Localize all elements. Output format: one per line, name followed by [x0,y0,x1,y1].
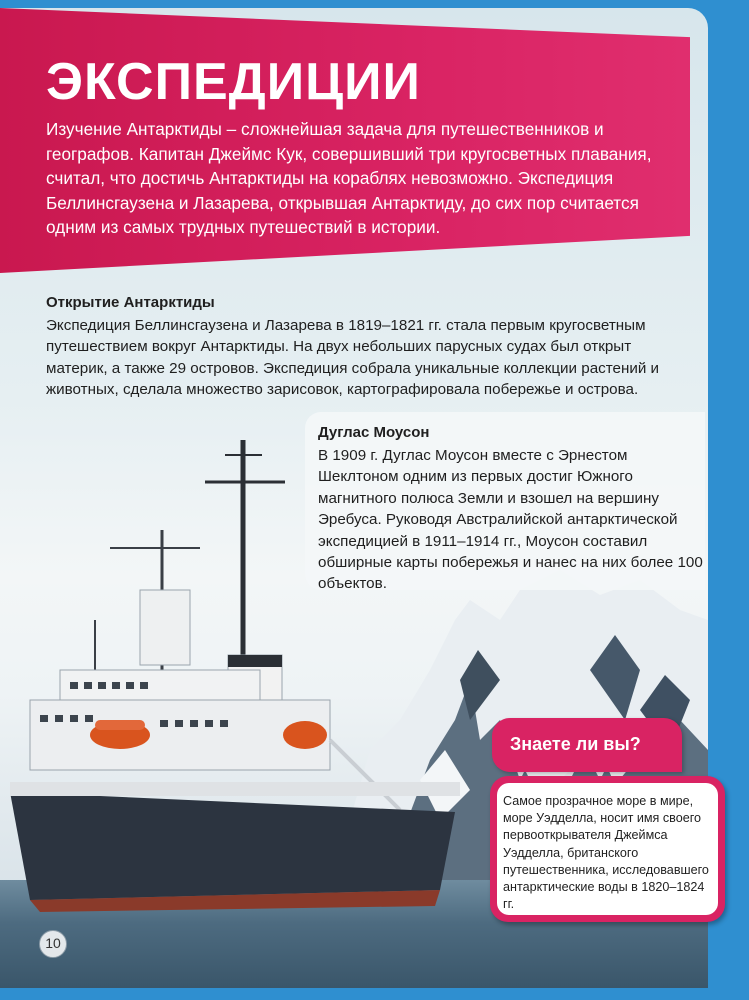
page-title: ЭКСПЕДИЦИИ [46,53,421,111]
discovery-body: Экспедиция Беллинсгаузена и Лазарева в 1819–1821 гг. стала первым кругосветным путешествием вокруг Антарктиды. На двух небольших парусных судах был открыт материк, а также 29 островов. Экспедиция собрала уникальные коллекции растений и животных, сделала множество зарисовок, картографировала побережье и острова. [46,317,660,399]
mawson-heading: Дуглас Моусон [318,424,430,441]
page-edge-bottom [0,986,749,1000]
discovery-heading: Открытие Антарктиды [46,294,215,311]
did-you-know-label: Знаете ли вы? [510,734,641,754]
intro-text: Изучение Антарктиды – сложнейшая задача для путешественников и географов. Капитан Джеймс Кук, совершивший три кругосветных плавания, считал, что достичь Антарктиды на кораблях невозможно. Экспедиция Беллинсгаузена и Лазарева, открывшая Антарктиду, до сих пор считается одним из самых трудных путешествий в истории. [46,119,652,238]
page-number: 10 [39,930,67,958]
mawson-body: В 1909 г. Дуглас Моусон вместе с Эрнестом Шеклтоном одним из первых достиг Южного магнитного полюса Земли и взошел на вершину Эребуса. Руководя Австралийской антарктической экспедицией в 1911–1914 гг., Моусон составил обширные карты побережья и нанес на них более 100 объектов. [318,447,703,593]
did-you-know-text: Самое прозрачное море в мире, море Уэдделла, носит имя своего первооткрывателя Джеймса Уэдделла, британского путешественника, исследовавшего антарктические воды в 1820–1824 гг. [503,794,709,912]
